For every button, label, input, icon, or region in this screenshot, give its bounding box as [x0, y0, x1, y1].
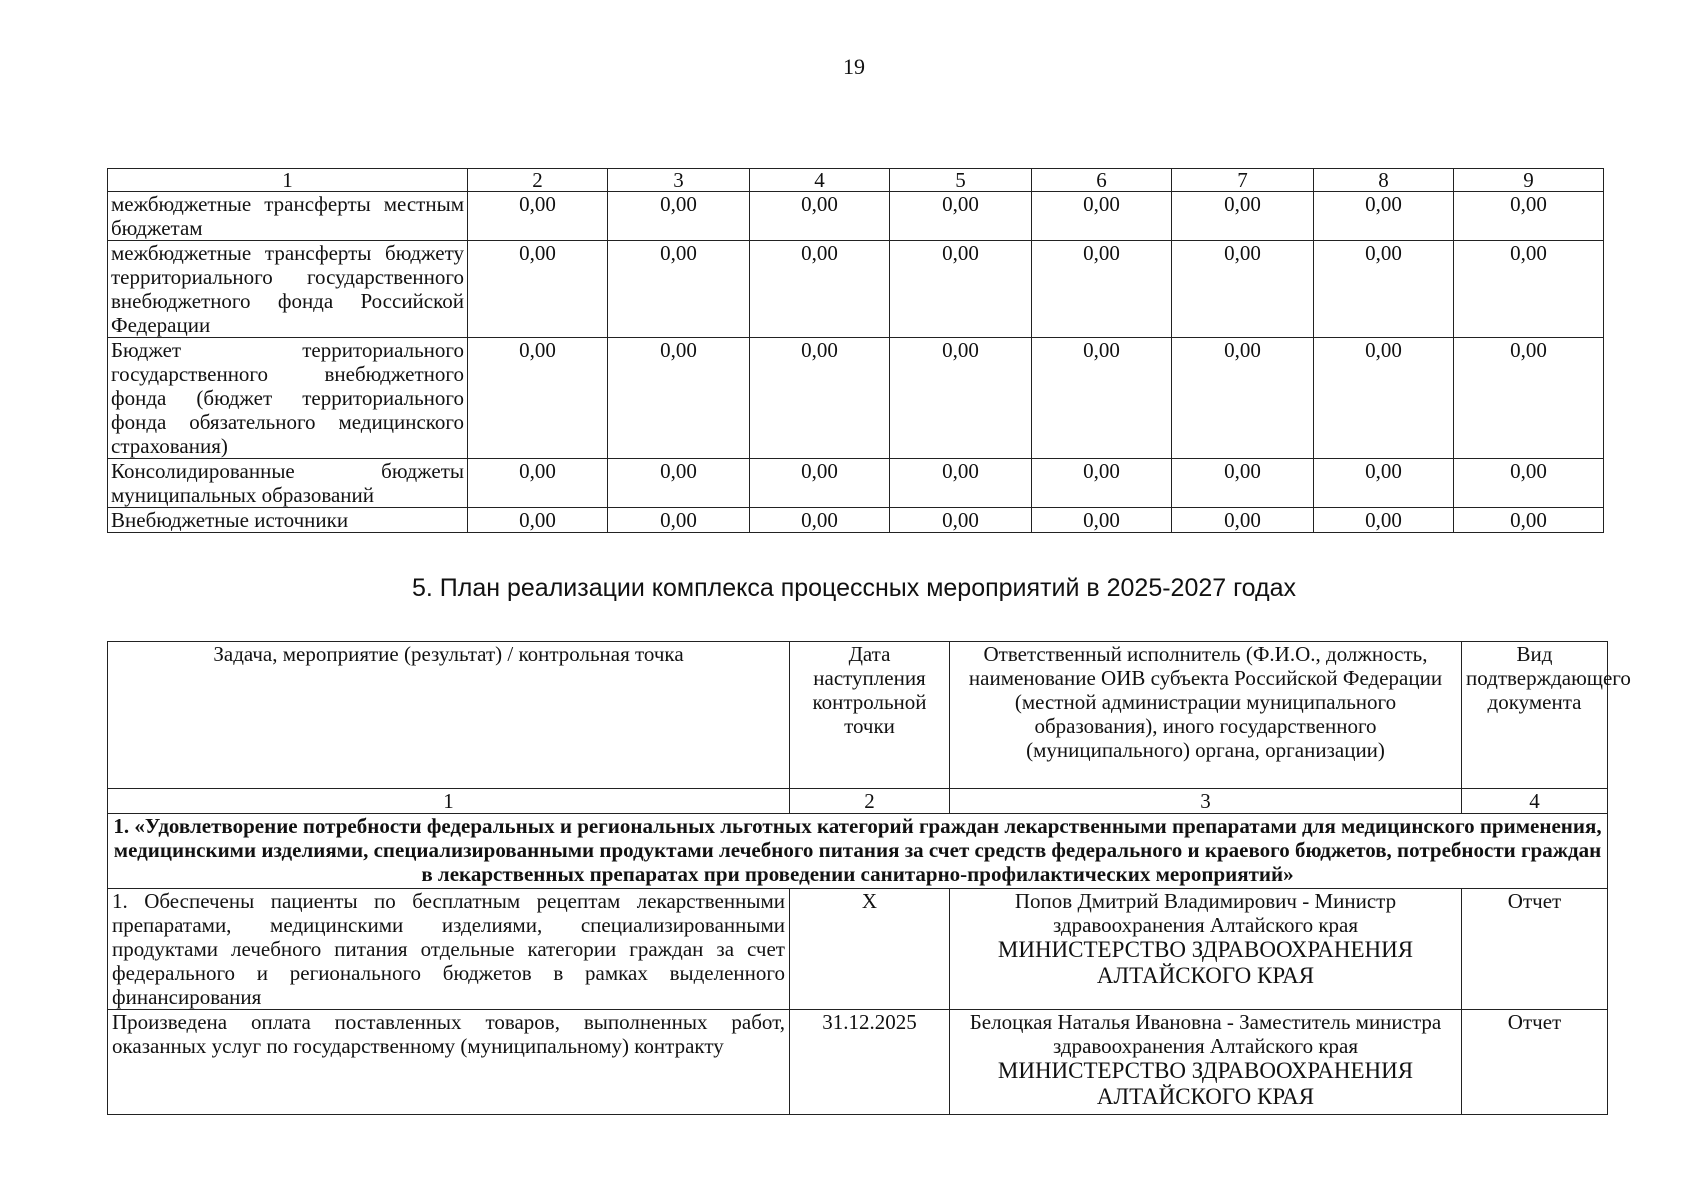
column-number: 5 — [890, 169, 1032, 192]
section-title: 5. План реализации комплекса процессных мероприятий в 2025-2027 годах — [411, 574, 1297, 602]
control-date: X — [790, 889, 950, 1010]
cell-value: 0,00 — [1032, 192, 1172, 241]
cell-value: 0,00 — [608, 338, 750, 459]
header-cell: Задача, мероприятие (результат) / контрольная точка — [108, 642, 790, 789]
cell-value: 0,00 — [1172, 459, 1314, 508]
column-number: 1 — [108, 789, 790, 814]
document-type: Отчет — [1462, 889, 1608, 1010]
item-description: 1. Обеспечены пациенты по бесплатным рецептам лекарственными препаратами, медицинскими изделиями, специализированными продуктами лечебного питания отдельные категории граждан за счет федерального и регионального бюджетов в рамках выделенного финансирования — [108, 889, 790, 1010]
cell-value: 0,00 — [608, 459, 750, 508]
page-number: 19 — [843, 54, 865, 79]
cell-value: 0,00 — [468, 459, 608, 508]
executor-name: Попов Дмитрий Владимирович - Министр здравоохранения Алтайского края — [1014, 889, 1397, 937]
column-number: 3 — [608, 169, 750, 192]
cell-value: 0,00 — [468, 508, 608, 533]
responsible-executor — [950, 1010, 1462, 1115]
cell-value: 0,00 — [1172, 192, 1314, 241]
cell-value: 0,00 — [1172, 338, 1314, 459]
cell-value: 0,00 — [750, 241, 890, 338]
cell-value: 0,00 — [890, 241, 1032, 338]
row-label: Бюджет территориального государственного внебюджетного фонда (бюджет территориального фонда обязательного медицинского страхования) — [108, 338, 468, 459]
cell-value: 0,00 — [1454, 338, 1604, 459]
item-description: Произведена оплата поставленных товаров, выполненных работ, оказанных услуг по государственному (муниципальному) контракту — [108, 1010, 790, 1115]
header-cell: Вид подтверждающего документа — [1462, 642, 1608, 789]
cell-value: 0,00 — [750, 338, 890, 459]
control-date: 31.12.2025 — [790, 1010, 950, 1115]
column-number: 2 — [790, 789, 950, 814]
cell-value: 0,00 — [1314, 241, 1454, 338]
cell-value: 0,00 — [750, 192, 890, 241]
task-row — [108, 814, 1608, 889]
responsible-executor — [950, 889, 1462, 1010]
cell-value: 0,00 — [1032, 508, 1172, 533]
row-label: Консолидированные бюджеты муниципальных образований — [108, 459, 468, 508]
table-row — [108, 338, 1604, 459]
table-row — [108, 192, 1604, 241]
cell-value: 0,00 — [890, 459, 1032, 508]
column-number: 1 — [108, 169, 468, 192]
cell-value: 0,00 — [468, 192, 608, 241]
column-number: 9 — [1454, 169, 1604, 192]
cell-value: 0,00 — [890, 192, 1032, 241]
header-cell: Ответственный исполнитель (Ф.И.О., должность, наименование ОИВ субъекта Российской Федерации (местной администрации муниципального образования), иного государственного (муниципального) органа, организации) — [950, 642, 1462, 789]
cell-value: 0,00 — [608, 508, 750, 533]
cell-value: 0,00 — [1314, 338, 1454, 459]
cell-value: 0,00 — [890, 338, 1032, 459]
cell-value: 0,00 — [468, 241, 608, 338]
cell-value: 0,00 — [750, 459, 890, 508]
cell-value: 0,00 — [1172, 508, 1314, 533]
cell-value: 0,00 — [1454, 508, 1604, 533]
column-number: 6 — [1032, 169, 1172, 192]
table-row — [108, 1010, 1608, 1115]
header-cell: Дата наступления контрольной точки — [790, 642, 950, 789]
cell-value: 0,00 — [1314, 192, 1454, 241]
cell-value: 0,00 — [1172, 241, 1314, 338]
cell-value: 0,00 — [890, 508, 1032, 533]
cell-value: 0,00 — [1032, 241, 1172, 338]
row-label: Внебюджетные источники — [108, 508, 468, 533]
cell-value: 0,00 — [1454, 192, 1604, 241]
cell-value: 0,00 — [1454, 459, 1604, 508]
table-row — [108, 889, 1608, 1010]
budget-table — [107, 168, 1604, 533]
cell-value: 0,00 — [750, 508, 890, 533]
cell-value: 0,00 — [1032, 459, 1172, 508]
cell-value: 0,00 — [1314, 459, 1454, 508]
table-row — [108, 459, 1604, 508]
plan-header-row — [108, 642, 1608, 789]
column-number: 3 — [950, 789, 1462, 814]
cell-value: 0,00 — [608, 192, 750, 241]
task-title: 1. «Удовлетворение потребности федеральных и региональных льготных категорий граждан лекарственными препаратами для медицинского применения, медицинскими изделиями, специализированными продуктами лечебного питания за счет средств федерального и краевого бюджетов, потребности граждан в лекарственных препаратах при проведении санитарно-профилактических мероприятий» — [108, 814, 1608, 889]
column-number-row — [108, 789, 1608, 814]
column-number: 4 — [1462, 789, 1608, 814]
table-row — [108, 508, 1604, 533]
cell-value: 0,00 — [1314, 508, 1454, 533]
executor-organization: МИНИСТЕРСТВО ЗДРАВООХРАНЕНИЯ АЛТАЙСКОГО КРАЯ — [997, 937, 1414, 988]
cell-value: 0,00 — [1454, 241, 1604, 338]
column-number: 8 — [1314, 169, 1454, 192]
table-row — [108, 241, 1604, 338]
column-number: 7 — [1172, 169, 1314, 192]
column-number: 2 — [468, 169, 608, 192]
cell-value: 0,00 — [468, 338, 608, 459]
cell-value: 0,00 — [1032, 338, 1172, 459]
executor-name: Белоцкая Наталья Ивановна - Заместитель министра здравоохранения Алтайского края — [969, 1010, 1442, 1058]
budget-header-row — [108, 169, 1604, 192]
row-label: межбюджетные трансферты бюджету территориального государственного внебюджетного фонда Российской Федерации — [108, 241, 468, 338]
cell-value: 0,00 — [608, 241, 750, 338]
document-type: Отчет — [1462, 1010, 1608, 1115]
executor-organization: МИНИСТЕРСТВО ЗДРАВООХРАНЕНИЯ АЛТАЙСКОГО КРАЯ — [997, 1058, 1414, 1109]
plan-table — [107, 641, 1631, 1115]
column-number: 4 — [750, 169, 890, 192]
row-label: межбюджетные трансферты местным бюджетам — [108, 192, 468, 241]
